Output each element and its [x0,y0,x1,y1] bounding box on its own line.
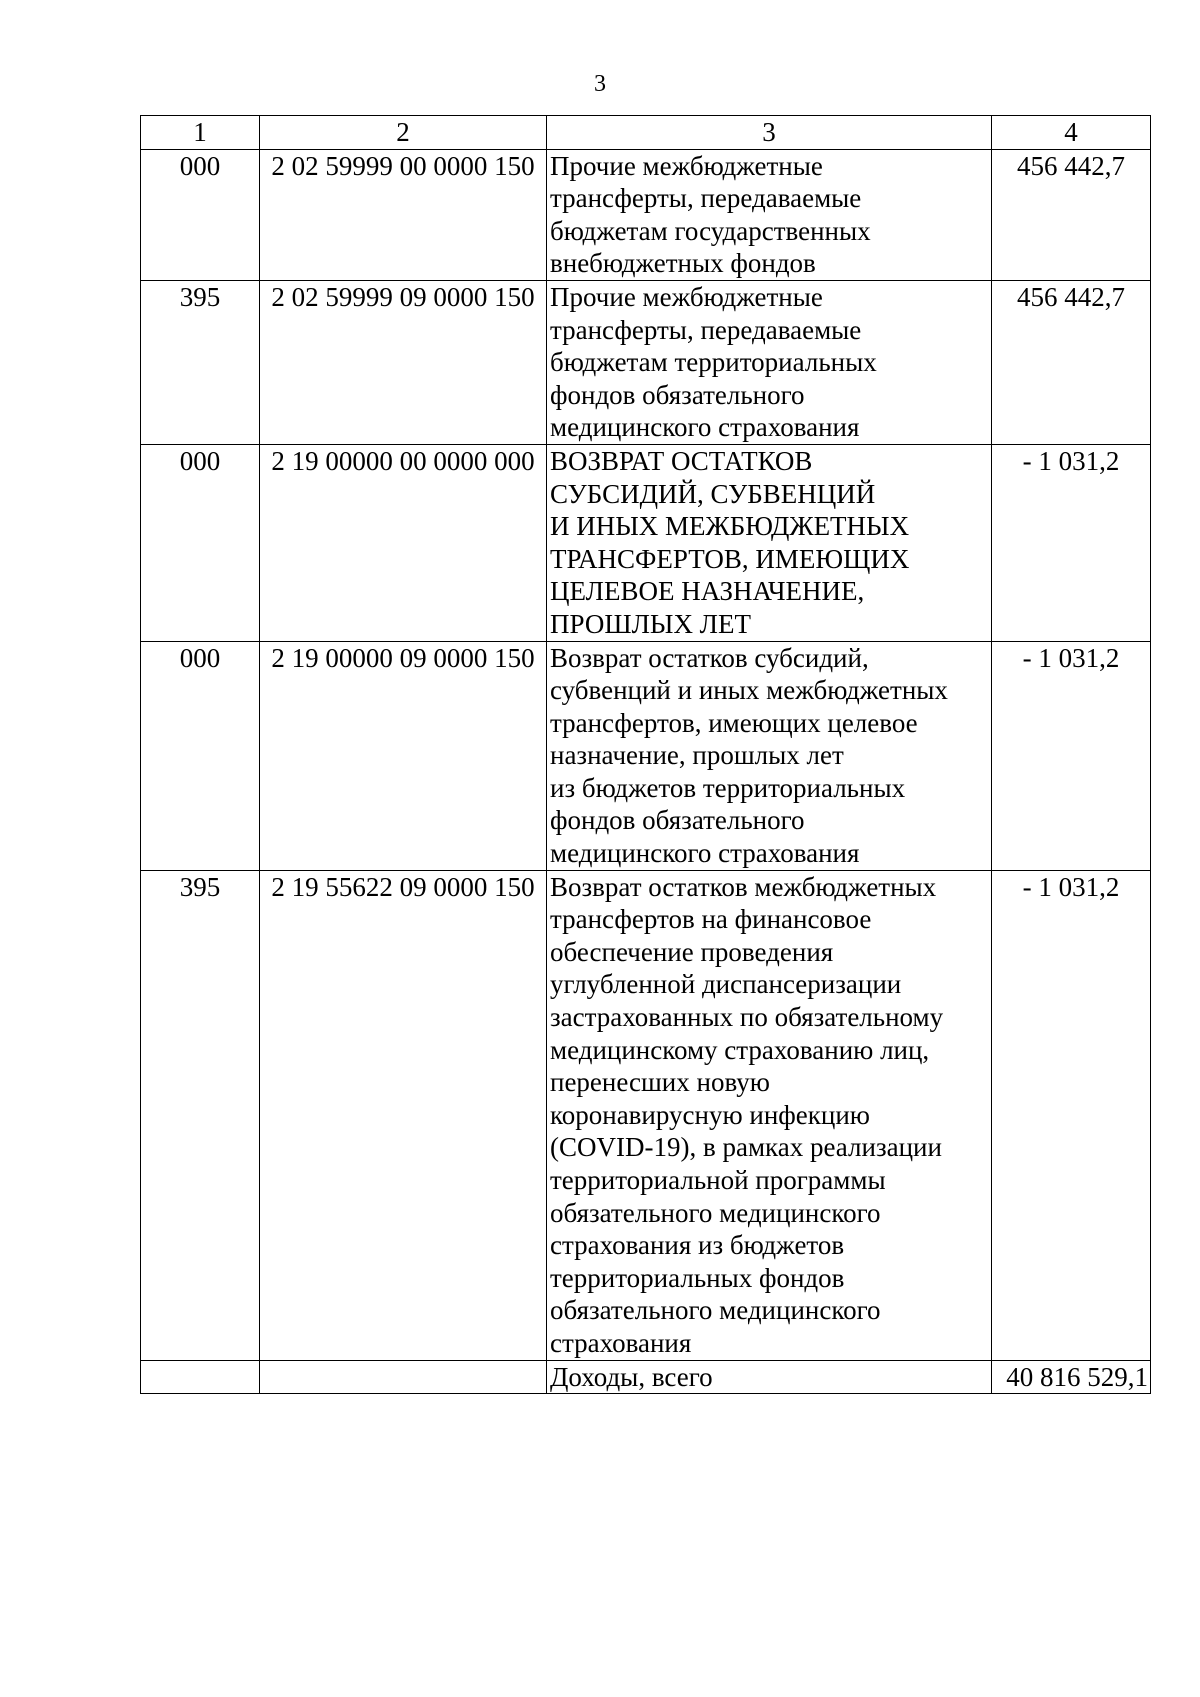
table-header-row [141,116,1151,150]
item-name-line: субвенций и иных межбюджетных [550,675,948,706]
item-name-line: бюджетам территориальных [550,347,877,378]
item-name-line: коронавирусную инфекцию [550,1099,870,1130]
item-name-line: трансфертов на финансовое [550,904,872,935]
item-name-line: трансфертов, имеющих целевое [550,707,918,738]
admin-code-cell: 395 [141,280,260,444]
amount-cell: 456 442,7 [992,280,1151,444]
table-row [141,444,1151,641]
column-header-2: 2 [260,116,547,150]
item-name-line: обеспечение проведения [550,936,834,967]
table-row [141,641,1151,870]
item-name-cell [547,641,992,870]
budget-code-cell: 2 02 59999 00 0000 150 [260,149,547,280]
total-amount: 40 816 529,1 [992,1360,1151,1394]
item-name-line: ТРАНСФЕРТОВ, ИМЕЮЩИХ [550,543,910,574]
revenue-table-body [141,116,1151,1394]
admin-code-cell: 000 [141,444,260,641]
item-name-line: (COVID-19), в рамках реализации [550,1132,942,1163]
amount-cell: - 1 031,2 [992,444,1151,641]
item-name-cell [547,280,992,444]
item-name-cell [547,149,992,280]
item-name-line: Возврат остатков межбюджетных [550,871,937,902]
admin-code-cell: 000 [141,149,260,280]
item-name-line: трансферты, передаваемые [550,183,862,214]
admin-code-cell: 000 [141,641,260,870]
budget-code-cell [260,1360,547,1394]
table-row [141,149,1151,280]
item-name-line: трансферты, передаваемые [550,314,862,345]
budget-code-cell: 2 19 55622 09 0000 150 [260,870,547,1360]
item-name-line: обязательного медицинского [550,1295,881,1326]
page-number: 3 [594,71,606,97]
item-name-cell [547,870,992,1360]
item-name-line: из бюджетов территориальных [550,772,906,803]
item-name-line: СУБСИДИЙ, СУБВЕНЦИЙ [550,478,876,509]
budget-code-cell: 2 19 00000 09 0000 150 [260,641,547,870]
item-name-line: Прочие межбюджетные [550,150,823,181]
item-name-line: медицинскому страхованию лиц, [550,1034,930,1065]
revenue-table [140,115,1151,1394]
item-name-line: углубленной диспансеризации [550,969,902,1000]
item-name-line: И ИНЫХ МЕЖБЮДЖЕТНЫХ [550,511,910,542]
item-name-line: страхования из бюджетов [550,1230,845,1261]
column-header-4: 4 [992,116,1151,150]
amount-cell: - 1 031,2 [992,641,1151,870]
item-name-line: Прочие межбюджетные [550,281,823,312]
item-name-line: фондов обязательного [550,805,805,836]
item-name-line: обязательного медицинского [550,1197,881,1228]
item-name-line: фондов обязательного [550,379,805,410]
total-row [141,1360,1151,1394]
item-name-line: бюджетам государственных [550,215,871,246]
item-name-line: застрахованных по обязательному [550,1002,944,1033]
item-name-line: назначение, прошлых лет [550,740,844,771]
item-name-line: территориальных фондов [550,1262,845,1293]
table-row [141,870,1151,1360]
column-header-1: 1 [141,116,260,150]
item-name-line: Возврат остатков субсидий, [550,642,869,673]
item-name-line: внебюджетных фондов [550,248,816,279]
item-name-line: ПРОШЛЫХ ЛЕТ [550,608,751,639]
budget-code-cell: 2 02 59999 09 0000 150 [260,280,547,444]
item-name-line: перенесших новую [550,1067,770,1098]
total-label: Доходы, всего [547,1360,992,1394]
item-name-line: медицинского страхования [550,838,860,869]
item-name-line: территориальной программы [550,1165,886,1195]
item-name-line: ВОЗВРАТ ОСТАТКОВ [550,445,813,476]
column-header-3: 3 [547,116,992,150]
item-name-cell [547,444,992,641]
admin-code-cell [141,1360,260,1394]
table-row [141,280,1151,444]
amount-cell: 456 442,7 [992,149,1151,280]
amount-cell: - 1 031,2 [992,870,1151,1360]
item-name-line: медицинского страхования [550,412,860,443]
budget-code-cell: 2 19 00000 00 0000 000 [260,444,547,641]
item-name-line: страхования [550,1327,692,1358]
item-name-line: ЦЕЛЕВОЕ НАЗНАЧЕНИЕ, [550,576,865,607]
admin-code-cell: 395 [141,870,260,1360]
